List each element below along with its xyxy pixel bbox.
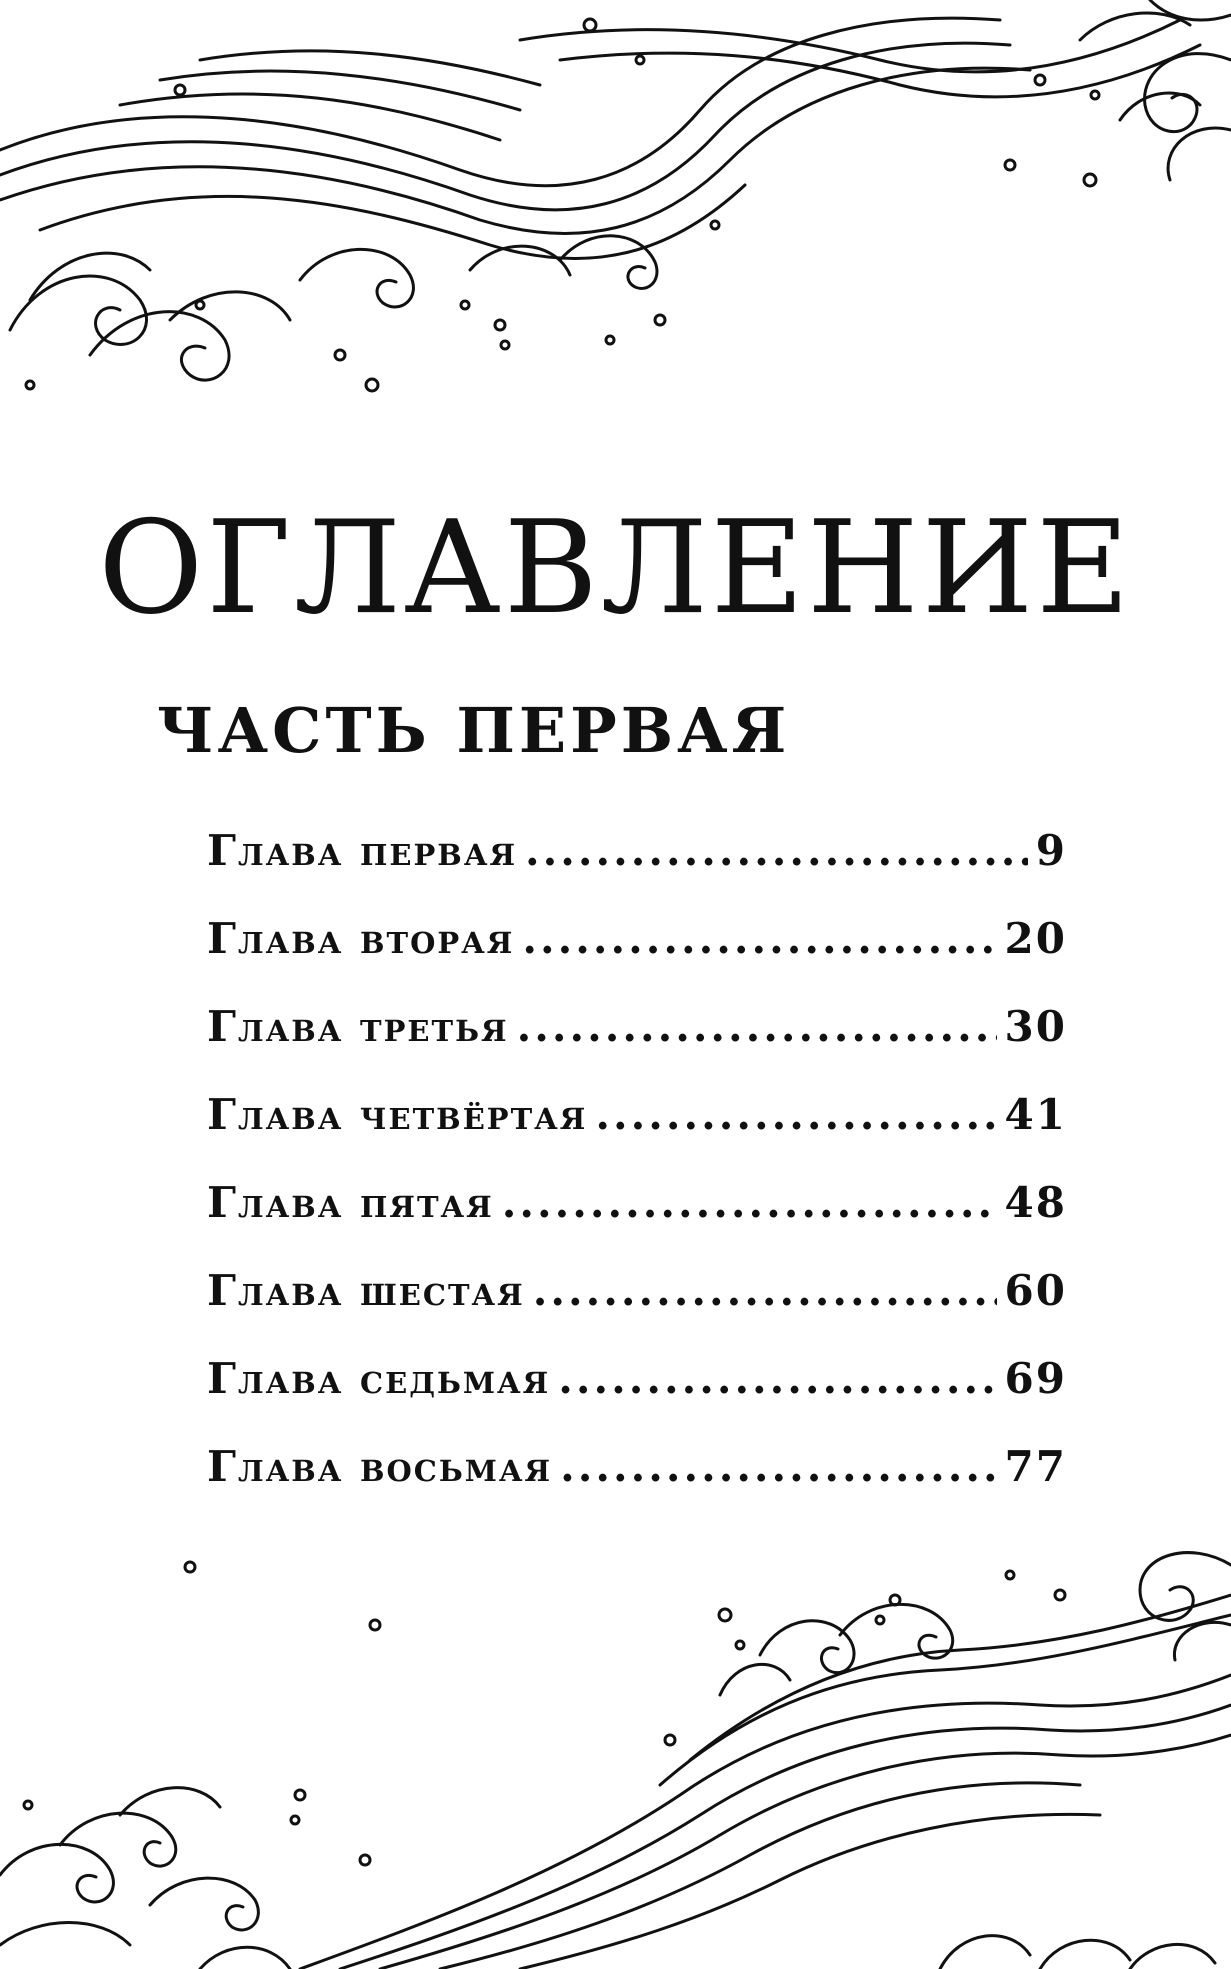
page-number: 48: [1004, 1178, 1067, 1227]
dot-leader: [560, 1442, 996, 1491]
chapter-entry-5[interactable]: [207, 1178, 1067, 1266]
dot-leader: [517, 1002, 997, 1051]
chapter-entry-4[interactable]: [207, 1090, 1067, 1178]
chapter-title: Глава восьмая: [207, 1442, 553, 1491]
chapter-entry-1[interactable]: [207, 826, 1067, 914]
page-number: 9: [1035, 826, 1067, 875]
dot-leader: [533, 1266, 997, 1315]
chapter-entry-2[interactable]: [207, 914, 1067, 1002]
chapter-entry-3[interactable]: [207, 1002, 1067, 1090]
bottom-wave-illustration: [0, 1545, 1231, 1969]
chapter-entry-7[interactable]: [207, 1354, 1067, 1442]
top-wave-illustration: [0, 0, 1231, 410]
page-number: 20: [1004, 914, 1067, 963]
chapter-title: Глава вторая: [207, 914, 515, 963]
chapter-entry-8[interactable]: [207, 1442, 1067, 1530]
dot-leader: [595, 1090, 996, 1139]
chapter-list: [207, 826, 1067, 1530]
chapter-title: Глава четвёртая: [207, 1090, 588, 1139]
chapter-entry-6[interactable]: [207, 1266, 1067, 1354]
page-number: 69: [1004, 1354, 1067, 1403]
page-number: 30: [1004, 1002, 1067, 1051]
dot-leader: [558, 1354, 996, 1403]
chapter-title: Глава седьмая: [207, 1354, 551, 1403]
chapter-title: Глава шестая: [207, 1266, 525, 1315]
page-number: 77: [1004, 1442, 1067, 1491]
page-number: 60: [1004, 1266, 1067, 1315]
dot-leader: [525, 826, 1028, 875]
dot-leader: [502, 1178, 997, 1227]
table-of-contents-heading: ОГЛАВЛЕНИЕ: [98, 494, 1133, 643]
page-number: 41: [1004, 1090, 1067, 1139]
dot-leader: [522, 914, 996, 963]
chapter-title: Глава пятая: [207, 1178, 494, 1227]
part-title: ЧАСТЬ ПЕРВАЯ: [157, 694, 791, 767]
chapter-title: Глава первая: [207, 826, 518, 875]
chapter-title: Глава третья: [207, 1002, 509, 1051]
